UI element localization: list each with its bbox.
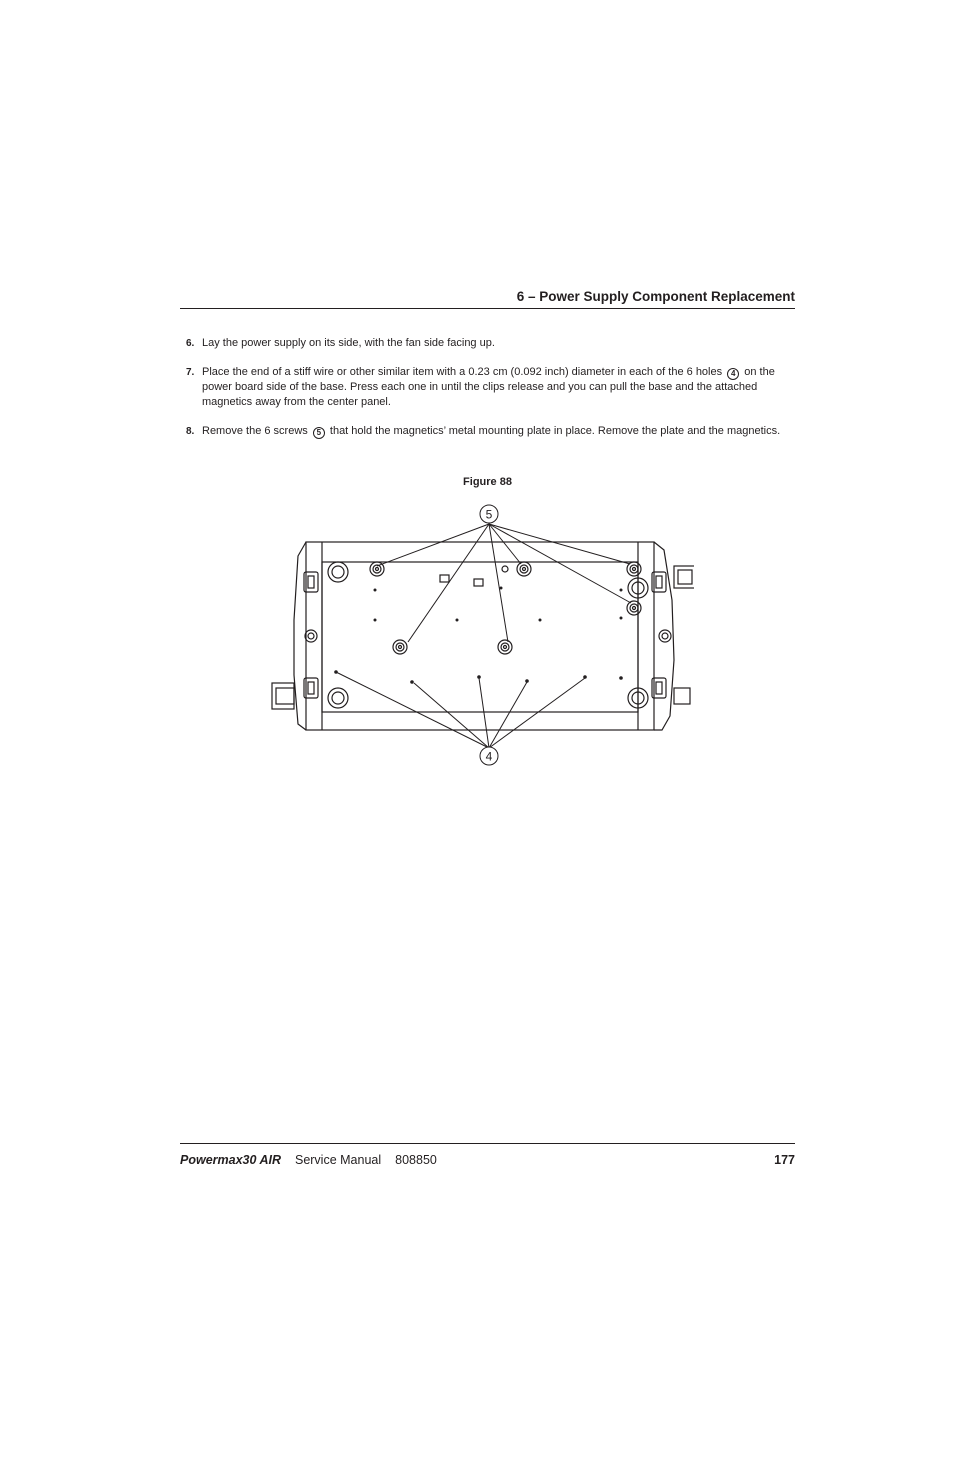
step-8 <box>180 424 795 439</box>
center-panel <box>322 562 638 712</box>
step-text: Remove the 6 screws <box>202 425 308 437</box>
callout-5-text: 5 <box>485 507 493 522</box>
chapter-title: 6 – Power Supply Component Replacement <box>516 289 795 304</box>
step-text: Place the end of a stiff wire or other similar item with a 0.23 cm (0.092 inch) diameter in each of the 6 holes <box>202 366 723 378</box>
product-name: Powermax30 AIR <box>180 1153 281 1167</box>
left-end-cap <box>294 542 306 730</box>
right-connector-bottom <box>674 688 690 704</box>
left-connector <box>272 683 294 709</box>
callout-4-bubble <box>480 747 498 765</box>
manual-name: Service Manual <box>294 1153 382 1167</box>
procedure-steps <box>180 336 795 453</box>
step-number: 8. <box>186 426 195 437</box>
step-text-continued: that hold the magnetics’ metal mounting plate in place. Remove the plate and the magnetics. <box>329 425 781 437</box>
step-text: Lay the power supply on its side, with the fan side facing up. <box>202 337 495 349</box>
page-header <box>180 288 795 309</box>
part-number: 808850 <box>395 1153 437 1167</box>
right-connector-top <box>674 566 694 588</box>
step-number: 6. <box>186 338 195 349</box>
step-number: 7. <box>186 367 195 378</box>
footer-info <box>180 1153 437 1167</box>
callout-4-inline: 4 <box>727 368 739 380</box>
callout-5-bubble <box>480 505 498 523</box>
figure-88-diagram <box>264 500 694 770</box>
callout-5-inline: 5 <box>313 427 325 439</box>
power-supply-base-drawing <box>264 500 694 770</box>
base-outline <box>306 542 654 730</box>
callout-4-text: 4 <box>485 749 493 764</box>
step-text-continued: on the power board side of the base. Press each one in until the clips release and you can pull the base and the attached magnetics away from the center panel. <box>202 366 775 408</box>
step-7 <box>180 365 795 410</box>
figure-label: Figure 88 <box>463 476 512 488</box>
page-footer <box>180 1143 795 1170</box>
step-6 <box>180 336 795 351</box>
page-number: 177 <box>774 1153 795 1167</box>
